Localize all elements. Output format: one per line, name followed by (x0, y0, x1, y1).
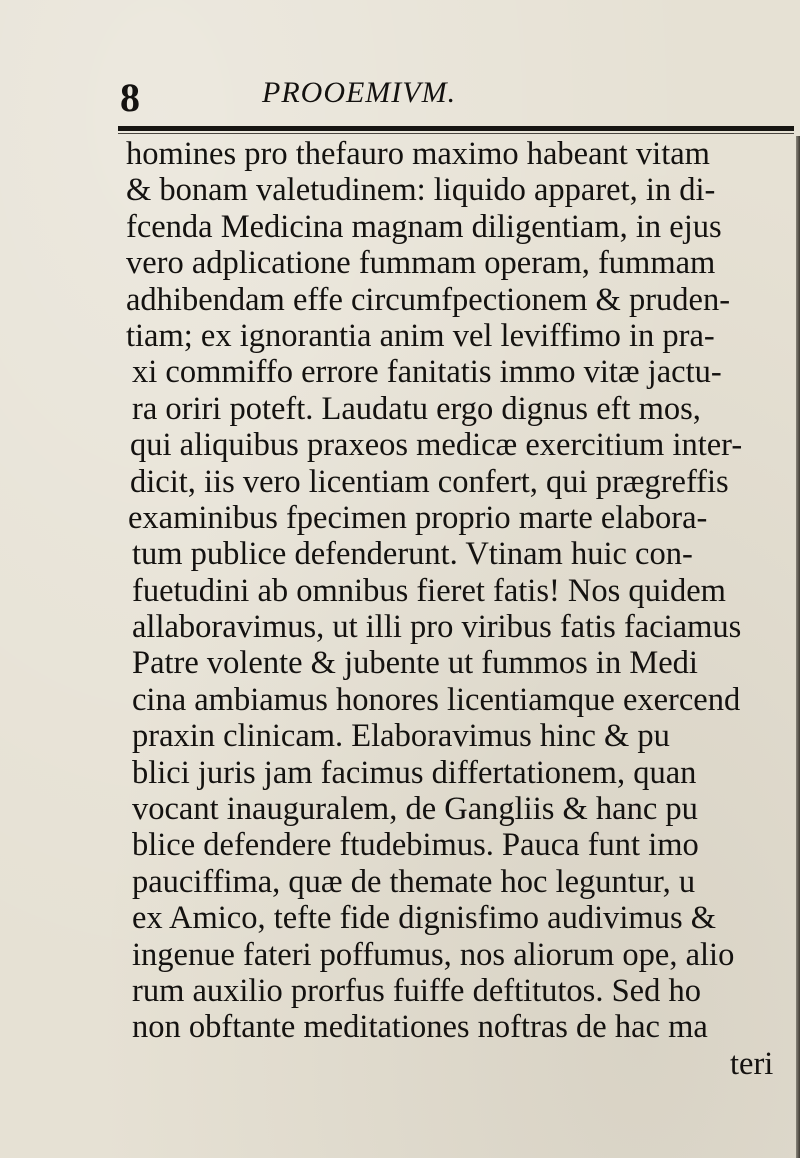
running-head: PROOEMIVM. (262, 76, 457, 109)
body-text (120, 136, 800, 1082)
page-number: 8 (120, 75, 140, 120)
text-line: rum auxilio prorfus fuiffe deftitutos. Sed ho (132, 972, 701, 1009)
text-line: xi commiffo errore fanitatis immo vitæ jactu- (132, 354, 722, 391)
text-line: vero adplicatione fummam operam, fummam (126, 245, 716, 282)
text-line: homines pro thefauro maximo habeant vitam (126, 136, 710, 172)
text-line: praxin clinicam. Elaboravimus hinc & pu (132, 718, 670, 755)
page-edge-shadow (796, 136, 800, 1158)
text-line: ra oriri poteft. Laudatu ergo dignus eft mos, (132, 390, 701, 427)
text-line: non obftante meditationes noftras de hac ma (132, 1009, 708, 1046)
text-line: adhibendam effe circumfpectionem & pruden- (126, 281, 731, 318)
text-line: blici juris jam facimus differtationem, quan (132, 754, 697, 791)
text-line: allaboravimus, ut illi pro viribus fatis faciamus (132, 609, 742, 646)
text-line: tiam; ex ignorantia anim vel leviffimo in pra- (126, 317, 715, 354)
header-rule-thin (118, 133, 794, 134)
text-line: cina ambiamus honores licentiamque exercend (132, 681, 741, 718)
text-line: examinibus fpecimen proprio marte elabora- (128, 499, 708, 536)
text-line: dicit, iis vero licentiam confert, qui prægreffis (130, 463, 729, 500)
text-line: ex Amico, tefte fide dignisfimo audivimus & (132, 900, 717, 937)
text-line: fuetudini ab omnibus fieret fatis! Nos quidem (132, 572, 726, 609)
catchword: teri (730, 1045, 774, 1082)
text-line: tum publice defenderunt. Vtinam huic con- (132, 536, 693, 573)
text-line: ingenue fateri poffumus, nos aliorum ope, alio (132, 936, 735, 973)
text-line: blice defendere ftudebimus. Pauca funt imo (132, 827, 699, 864)
text-line: vocant inauguralem, de Gangliis & hanc pu (132, 791, 698, 828)
header-rule (118, 126, 794, 131)
text-line: qui aliquibus praxeos medicæ exercitium inter- (130, 427, 743, 464)
text-line: & bonam valetudinem: liquido apparet, in di- (126, 172, 716, 209)
text-line: pauciffima, quæ de themate hoc leguntur, u (132, 863, 696, 900)
text-line: fcenda Medicina magnam diligentiam, in ejus (126, 208, 722, 245)
text-line: Patre volente & jubente ut fummos in Medi (132, 645, 698, 682)
